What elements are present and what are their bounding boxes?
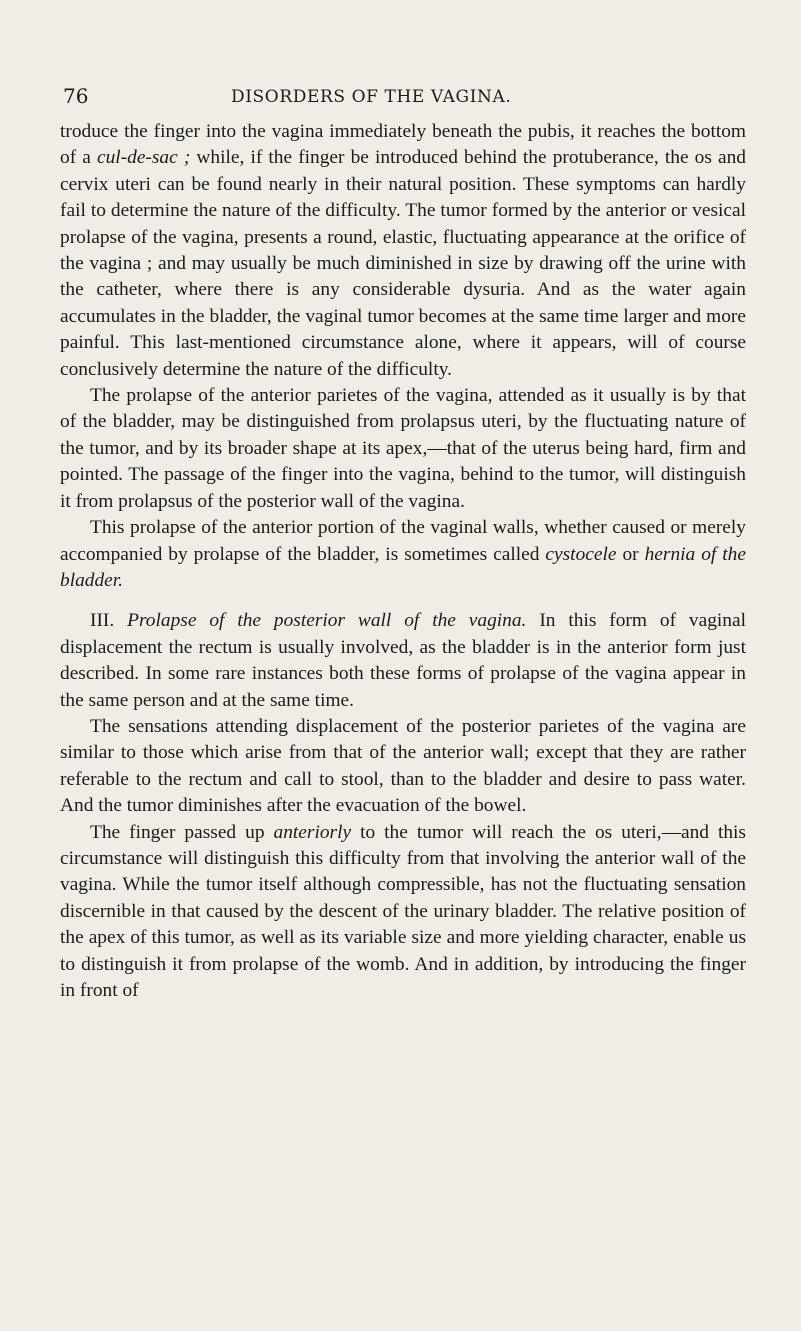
- page-number: 76: [63, 84, 89, 108]
- paragraph-3-italic-cystocele: cystocele: [545, 543, 617, 565]
- paragraph-5: The sensations attending displacement of the posterior parietes of the vagina are similar to those which arise from that of the anterior wall; except that they are rather referable to the rectum and call to stool, than to the bladder and desire to pass water. And the tumor diminishes after the evacuation of the bowel.: [60, 715, 746, 817]
- paragraph-6: [60, 820, 746, 1005]
- running-head: [55, 84, 745, 114]
- paragraph-1-text-continued: while, if the finger be introduced behind the protuberance, the os and cervix uteri can be found nearly in their natural position. These symptoms can hardly fail to determine the nature of the difficulty. The tumor formed by the anterior or vesical prolapse of the vagina, presents a round, elastic, fluctuating appearance at the orifice of the vagina ; and may usually be much diminished in size by drawing off the urine with the catheter, where there is any considerable dysuria. And as the water again accumulates in the bladder, the vaginal tumor becomes at the same time larger and more painful. This last-mentioned circumstance alone, where it appears, will of course conclusively determine the nature of the difficulty.: [60, 147, 746, 380]
- paragraph-6-text: The finger passed up: [90, 821, 265, 843]
- paragraph-4: [60, 608, 746, 714]
- section-number: III.: [90, 610, 115, 632]
- section-heading: Prolapse of the posterior wall of the vagina.: [127, 610, 527, 632]
- paragraph-3-text: This prolapse of the anterior portion of the vaginal walls, whether caused or merely accompanied by prolapse of the bladder, is sometimes called: [60, 517, 746, 565]
- paragraph-1-text: troduce the finger into the vagina immediately beneath the pubis, it reaches the bottom of a: [60, 121, 746, 169]
- paragraph-3-italic-hernia: hernia of the bladder.: [60, 543, 746, 591]
- paragraph-6-italic: anteriorly: [273, 821, 352, 843]
- running-title: DISORDERS OF THE VAGINA.: [231, 87, 512, 107]
- paragraph-6-text-continued: to the tumor will reach the os uteri,—and this circumstance will distinguish this difficulty from that involving the anterior wall of the vagina. While the tumor itself although compressible, has not the fluctuating sensation discernible in that caused by the descent of the urinary bladder. The relative position of the apex of this tumor, as well as its variable size and more yielding character, enable us to distinguish it from prolapse of the womb. And in addition, by introducing the finger in front of: [60, 821, 746, 1001]
- paragraph-3: [60, 515, 746, 594]
- paragraph-3-or: or: [622, 543, 639, 565]
- paragraph-1: [60, 119, 746, 383]
- body-text: [60, 119, 746, 1004]
- paragraph-1-italic: cul-de-sac ;: [96, 147, 191, 169]
- paragraph-4-text: In this form of vaginal displacement the rectum is usually involved, as the bladder is in the anterior form just described. In some rare instances both these forms of prolapse of the vagina appear in the same person and at the same time.: [60, 610, 746, 711]
- paragraph-2: The prolapse of the anterior parietes of the vagina, attended as it usually is by that of the bladder, may be distinguished from prolapsus uteri, by the fluctuating nature of the tumor, and by its broader shape at its apex,—that of the uterus being hard, firm and pointed. The passage of the finger into the vagina, behind to the tumor, will distinguish it from prolapsus of the posterior wall of the vagina.: [60, 385, 746, 512]
